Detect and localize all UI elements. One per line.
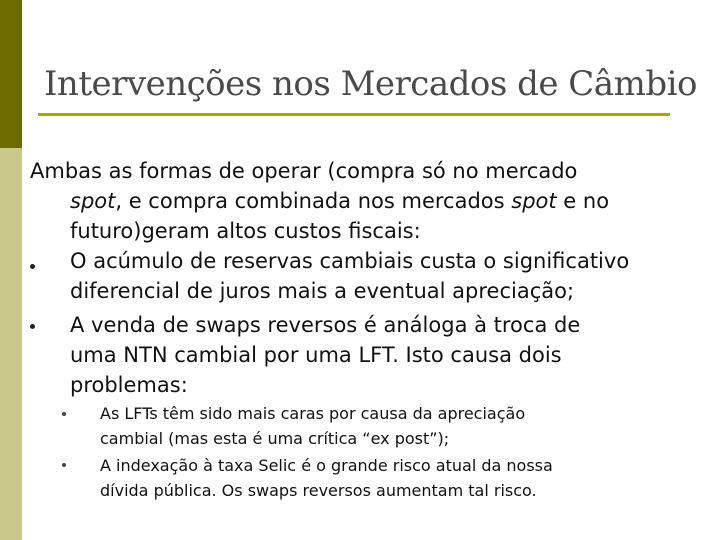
sidebar-accent-light xyxy=(0,148,22,540)
intro-line-1: Ambas as formas de operar (compra só no mercado xyxy=(30,159,578,183)
bullet-2-line-1: A venda de swaps reversos é análoga à troca de xyxy=(70,313,581,337)
bullet-dot-2 xyxy=(30,324,35,329)
sub-bullet-2-line-2: dívida pública. Os swaps reversos aumentam tal risco. xyxy=(100,481,537,500)
bullet-1-line-1: O acúmulo de reservas cambiais custa o significativo xyxy=(70,249,630,273)
intro-line-2-end: e no xyxy=(556,189,610,213)
bullet-2-line-3: problemas: xyxy=(70,373,188,397)
bullet-2-line-2: uma NTN cambial por uma LFT. Isto causa dois xyxy=(70,343,562,367)
sidebar-accent-dark xyxy=(0,0,22,148)
intro-italic-spot-1: spot xyxy=(70,189,116,213)
intro-line-3: futuro)geram altos custos fiscais: xyxy=(70,219,421,243)
sub-bullet-dot-2 xyxy=(62,463,66,467)
intro-italic-spot-2: spot xyxy=(511,189,557,213)
title-underline xyxy=(38,113,670,116)
bullet-1-line-2: diferencial de juros mais a eventual apreciação; xyxy=(70,279,575,303)
sub-bullet-1-line-1: As LFTs têm sido mais caras por causa da apreciação xyxy=(100,404,526,423)
intro-line-2-text: , e compra combinada nos mercados xyxy=(115,189,512,213)
sub-bullet-2-line-1: A indexação à taxa Selic é o grande risco atual da nossa xyxy=(100,456,553,475)
sub-bullet-dot-1 xyxy=(62,412,66,416)
slide-title: Intervenções nos Mercados de Câmbio xyxy=(44,64,697,104)
sub-bullet-1-line-2: cambial (mas esta é uma crítica “ex post”); xyxy=(100,429,450,448)
intro-line-2 xyxy=(70,186,609,216)
bullet-dot-1 xyxy=(30,264,35,269)
